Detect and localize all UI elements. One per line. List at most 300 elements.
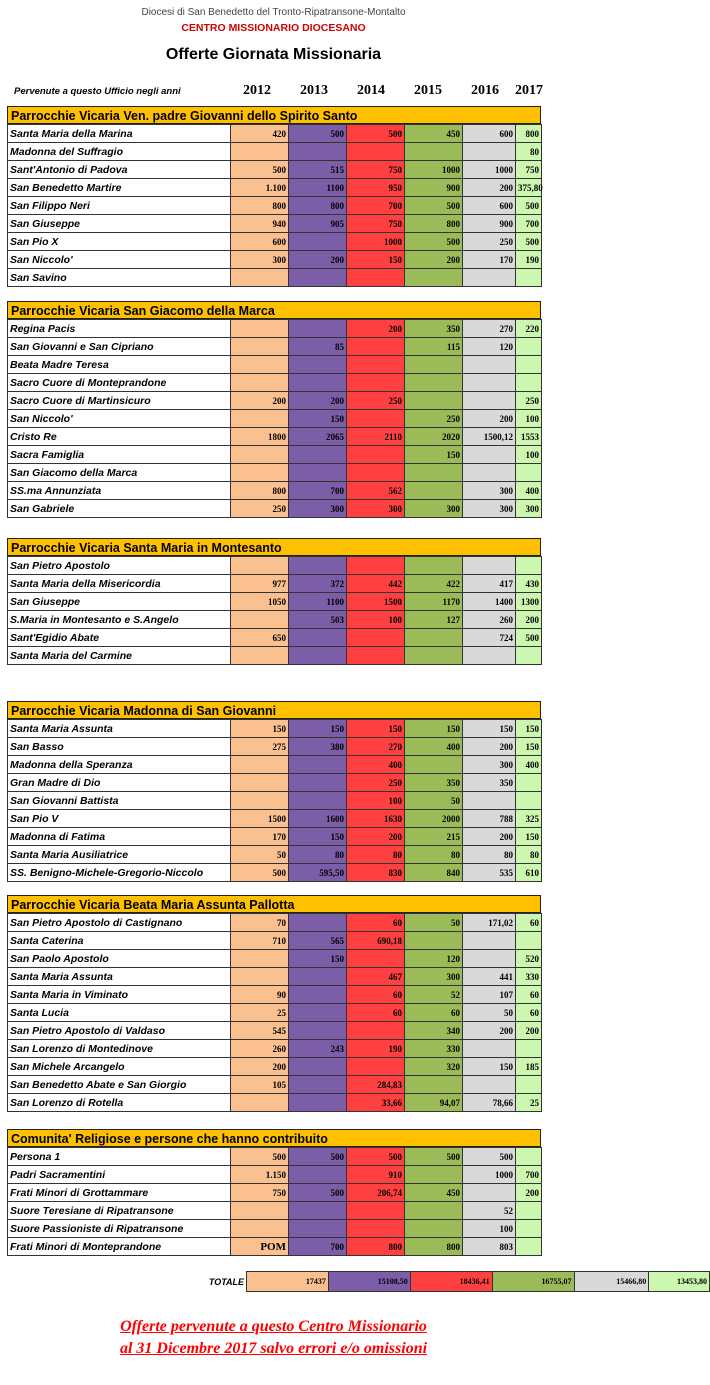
value-2012: 977 [231, 575, 289, 593]
value-2013 [289, 1220, 347, 1238]
table-row [8, 1076, 542, 1094]
value-2017 [516, 1202, 542, 1220]
value-2013: 503 [289, 611, 347, 629]
table-row [8, 864, 542, 882]
value-2015 [405, 143, 463, 161]
value-2017: 80 [516, 846, 542, 864]
table-row [8, 320, 542, 338]
value-2014 [347, 446, 405, 464]
value-2016: 535 [463, 864, 516, 882]
parish-name: San Savino [8, 269, 231, 287]
value-2016: 80 [463, 846, 516, 864]
value-2015 [405, 932, 463, 950]
value-2017: 150 [516, 720, 542, 738]
value-2017 [516, 647, 542, 665]
value-2014 [347, 143, 405, 161]
value-2012: 800 [231, 482, 289, 500]
parish-name: San Giovanni e San Cipriano [8, 338, 231, 356]
value-2016: 200 [463, 738, 516, 756]
value-2014: 950 [347, 179, 405, 197]
table-row [8, 968, 542, 986]
value-2012: 25 [231, 1004, 289, 1022]
parish-name: San Giovanni Battista [8, 792, 231, 810]
parish-name: Sant'Antonio di Padova [8, 161, 231, 179]
value-2013 [289, 233, 347, 251]
value-2014: 33,66 [347, 1094, 405, 1112]
value-2012: 250 [231, 500, 289, 518]
value-2015: 2020 [405, 428, 463, 446]
table-row [8, 1094, 542, 1112]
table-row [8, 356, 542, 374]
value-2017 [516, 932, 542, 950]
value-2014: 690,18 [347, 932, 405, 950]
section-table [7, 319, 542, 518]
value-2017: 100 [516, 410, 542, 428]
value-2017: 190 [516, 251, 542, 269]
section-table [7, 913, 542, 1112]
value-2013 [289, 1094, 347, 1112]
value-2012: 650 [231, 629, 289, 647]
value-2012 [231, 968, 289, 986]
totals-row [176, 1271, 710, 1292]
value-2016 [463, 374, 516, 392]
value-2014: 750 [347, 215, 405, 233]
value-2015 [405, 374, 463, 392]
value-2016: 900 [463, 215, 516, 233]
parish-name: San Lorenzo di Montedinove [8, 1040, 231, 1058]
value-2016 [463, 792, 516, 810]
value-2014 [347, 557, 405, 575]
value-2017: 150 [516, 738, 542, 756]
section-4 [7, 895, 541, 1112]
value-2014 [347, 647, 405, 665]
value-2015: 800 [405, 215, 463, 233]
value-2016: 170 [463, 251, 516, 269]
value-2013: 200 [289, 392, 347, 410]
total-2012: 17437 [247, 1272, 329, 1292]
value-2016: 300 [463, 756, 516, 774]
parish-name: San Paolo Apostolo [8, 950, 231, 968]
value-2015: 500 [405, 1148, 463, 1166]
parish-name: Gran Madre di Dio [8, 774, 231, 792]
value-2017: 400 [516, 482, 542, 500]
value-2012 [231, 338, 289, 356]
value-2014 [347, 629, 405, 647]
value-2017: 750 [516, 161, 542, 179]
parish-name: Frati Minori di Monteprandone [8, 1238, 231, 1256]
parish-name: Madonna del Suffragio [8, 143, 231, 161]
value-2012 [231, 756, 289, 774]
value-2014: 284,83 [347, 1076, 405, 1094]
value-2014: 1500 [347, 593, 405, 611]
value-2015: 350 [405, 774, 463, 792]
value-2017 [516, 1220, 542, 1238]
table-row [8, 575, 542, 593]
value-2017 [516, 269, 542, 287]
value-2012: 940 [231, 215, 289, 233]
section-table [7, 1147, 542, 1256]
section-3 [7, 701, 541, 882]
value-2016 [463, 392, 516, 410]
value-2017: 400 [516, 756, 542, 774]
value-2013 [289, 320, 347, 338]
value-2016: 120 [463, 338, 516, 356]
value-2017 [516, 1040, 542, 1058]
value-2015 [405, 356, 463, 374]
value-2012 [231, 143, 289, 161]
value-2013: 1100 [289, 179, 347, 197]
value-2013: 700 [289, 482, 347, 500]
parish-name: Santa Maria della Marina [8, 125, 231, 143]
value-2013: 500 [289, 1148, 347, 1166]
value-2013: 595,50 [289, 864, 347, 882]
value-2013: 300 [289, 500, 347, 518]
table-row [8, 446, 542, 464]
parish-name: Suore Passioniste di Ripatransone [8, 1220, 231, 1238]
value-2013: 905 [289, 215, 347, 233]
value-2013: 150 [289, 828, 347, 846]
value-2016 [463, 557, 516, 575]
parish-name: San Pietro Apostolo di Valdaso [8, 1022, 231, 1040]
table-row [8, 774, 542, 792]
value-2017: 500 [516, 233, 542, 251]
value-2012: 750 [231, 1184, 289, 1202]
value-2015: 150 [405, 446, 463, 464]
value-2012: 300 [231, 251, 289, 269]
value-2013 [289, 269, 347, 287]
value-2015 [405, 392, 463, 410]
value-2014: 60 [347, 1004, 405, 1022]
value-2014 [347, 356, 405, 374]
value-2017: 200 [516, 611, 542, 629]
table-row [8, 1040, 542, 1058]
value-2015: 1170 [405, 593, 463, 611]
value-2012 [231, 374, 289, 392]
value-2017: 220 [516, 320, 542, 338]
value-2016: 260 [463, 611, 516, 629]
table-row [8, 1022, 542, 1040]
parish-name: Padri Sacramentini [8, 1166, 231, 1184]
value-2014: 467 [347, 968, 405, 986]
value-2015 [405, 1202, 463, 1220]
value-2012 [231, 557, 289, 575]
value-2014: 300 [347, 500, 405, 518]
value-2015: 330 [405, 1040, 463, 1058]
value-2015: 450 [405, 125, 463, 143]
value-2013: 2065 [289, 428, 347, 446]
value-2013 [289, 629, 347, 647]
value-2013 [289, 356, 347, 374]
value-2012: 90 [231, 986, 289, 1004]
parish-name: Madonna della Speranza [8, 756, 231, 774]
section-table [7, 719, 542, 882]
value-2014: 100 [347, 611, 405, 629]
value-2015 [405, 482, 463, 500]
value-2016: 250 [463, 233, 516, 251]
value-2016: 200 [463, 1022, 516, 1040]
totals-label: TOTALE [208, 1276, 245, 1287]
value-2014: 700 [347, 197, 405, 215]
parish-name: Cristo Re [8, 428, 231, 446]
value-2016: 300 [463, 500, 516, 518]
value-2012 [231, 356, 289, 374]
value-2016: 52 [463, 1202, 516, 1220]
value-2014: 200 [347, 320, 405, 338]
parish-name: San Niccolo' [8, 410, 231, 428]
value-2012: 1.150 [231, 1166, 289, 1184]
table-row [8, 611, 542, 629]
value-2013 [289, 557, 347, 575]
value-2012: 545 [231, 1022, 289, 1040]
value-2015: 450 [405, 1184, 463, 1202]
value-2017: 80 [516, 143, 542, 161]
value-2014: 150 [347, 251, 405, 269]
value-2012: 1050 [231, 593, 289, 611]
parish-name: San Pietro Apostolo di Castignano [8, 914, 231, 932]
table-row [8, 251, 542, 269]
value-2013 [289, 647, 347, 665]
value-2016: 600 [463, 125, 516, 143]
value-2013: 150 [289, 410, 347, 428]
value-2016: 1400 [463, 593, 516, 611]
table-row [8, 500, 542, 518]
table-row [8, 428, 542, 446]
value-2017: 100 [516, 446, 542, 464]
table-row [8, 233, 542, 251]
value-2013 [289, 374, 347, 392]
value-2015 [405, 1076, 463, 1094]
value-2015 [405, 269, 463, 287]
parish-name: Beata Madre Teresa [8, 356, 231, 374]
table-row [8, 197, 542, 215]
value-2013: 1600 [289, 810, 347, 828]
value-2014 [347, 950, 405, 968]
value-2017: 200 [516, 1022, 542, 1040]
value-2012: 600 [231, 233, 289, 251]
parish-name: San Giuseppe [8, 593, 231, 611]
value-2016: 50 [463, 1004, 516, 1022]
year-2015: 2015 [414, 83, 442, 98]
value-2016: 417 [463, 575, 516, 593]
value-2017: 300 [516, 500, 542, 518]
note-line-2: al 31 Dicembre 2017 salvo errori e/o omissioni [119, 1340, 428, 1357]
section-table [7, 556, 542, 665]
value-2016: 788 [463, 810, 516, 828]
section-5 [7, 1129, 541, 1256]
value-2014: 2110 [347, 428, 405, 446]
value-2016: 270 [463, 320, 516, 338]
value-2017: 200 [516, 1184, 542, 1202]
value-2017: 150 [516, 828, 542, 846]
value-2015: 52 [405, 986, 463, 1004]
section-2 [7, 538, 541, 665]
value-2014: 80 [347, 846, 405, 864]
table-row [8, 125, 542, 143]
value-2012: 500 [231, 864, 289, 882]
value-2014: 100 [347, 792, 405, 810]
value-2013 [289, 1166, 347, 1184]
table-row [8, 932, 542, 950]
value-2012 [231, 269, 289, 287]
value-2017: 430 [516, 575, 542, 593]
value-2016: 600 [463, 197, 516, 215]
section-table [7, 124, 542, 287]
value-2017: 500 [516, 629, 542, 647]
value-2014: 442 [347, 575, 405, 593]
year-2017: 2017 [515, 83, 543, 98]
value-2012: 710 [231, 932, 289, 950]
parish-name: Santa Maria del Carmine [8, 647, 231, 665]
value-2015: 2000 [405, 810, 463, 828]
value-2013 [289, 914, 347, 932]
value-2015: 500 [405, 233, 463, 251]
value-2017: 325 [516, 810, 542, 828]
table-row [8, 986, 542, 1004]
value-2012: POM [231, 1238, 289, 1256]
value-2015: 840 [405, 864, 463, 882]
value-2013 [289, 986, 347, 1004]
value-2015 [405, 1220, 463, 1238]
section-title: Parrocchie Vicaria San Giacomo della Marca [7, 301, 541, 319]
value-2017 [516, 374, 542, 392]
value-2017 [516, 1238, 542, 1256]
table-row [8, 1220, 542, 1238]
value-2017: 800 [516, 125, 542, 143]
section-title: Parrocchie Vicaria Madonna di San Giovanni [7, 701, 541, 719]
parish-name: Sant'Egidio Abate [8, 629, 231, 647]
section-1 [7, 301, 541, 518]
value-2015 [405, 557, 463, 575]
value-2014 [347, 1022, 405, 1040]
value-2015 [405, 756, 463, 774]
value-2016: 78,66 [463, 1094, 516, 1112]
value-2015: 115 [405, 338, 463, 356]
value-2014 [347, 410, 405, 428]
value-2017: 520 [516, 950, 542, 968]
value-2017: 25 [516, 1094, 542, 1112]
table-row [8, 1148, 542, 1166]
value-2014: 200 [347, 828, 405, 846]
value-2012 [231, 1220, 289, 1238]
value-2015: 50 [405, 792, 463, 810]
value-2012: 170 [231, 828, 289, 846]
table-row [8, 179, 542, 197]
value-2012: 800 [231, 197, 289, 215]
value-2014: 206,74 [347, 1184, 405, 1202]
year-2016: 2016 [471, 83, 499, 98]
value-2013: 80 [289, 846, 347, 864]
section-title: Parrocchie Vicaria Beata Maria Assunta Pallotta [7, 895, 541, 913]
value-2016 [463, 647, 516, 665]
value-2015: 1000 [405, 161, 463, 179]
section-title: Parrocchie Vicaria Ven. padre Giovanni dello Spirito Santo [7, 106, 541, 124]
value-2014: 1000 [347, 233, 405, 251]
value-2017: 500 [516, 197, 542, 215]
value-2014: 60 [347, 986, 405, 1004]
value-2012 [231, 774, 289, 792]
value-2014 [347, 1202, 405, 1220]
value-2013 [289, 792, 347, 810]
value-2017: 60 [516, 1004, 542, 1022]
value-2017: 250 [516, 392, 542, 410]
value-2015: 350 [405, 320, 463, 338]
value-2016 [463, 1076, 516, 1094]
value-2016: 1000 [463, 1166, 516, 1184]
value-2013: 200 [289, 251, 347, 269]
value-2017 [516, 338, 542, 356]
table-row [8, 1166, 542, 1184]
value-2017 [516, 792, 542, 810]
table-row [8, 374, 542, 392]
parish-name: Santa Maria della Misericordia [8, 575, 231, 593]
value-2013 [289, 756, 347, 774]
value-2013 [289, 1004, 347, 1022]
table-row [8, 1202, 542, 1220]
value-2016: 500 [463, 1148, 516, 1166]
value-2015: 300 [405, 968, 463, 986]
value-2013 [289, 774, 347, 792]
value-2016: 100 [463, 1220, 516, 1238]
value-2016: 150 [463, 1058, 516, 1076]
value-2015: 200 [405, 251, 463, 269]
total-2014: 18436,41 [410, 1272, 492, 1292]
value-2015 [405, 1166, 463, 1184]
value-2017: 375,80 [516, 179, 542, 197]
table-row [8, 756, 542, 774]
value-2016: 300 [463, 482, 516, 500]
value-2014: 800 [347, 1238, 405, 1256]
value-2016: 724 [463, 629, 516, 647]
value-2016 [463, 446, 516, 464]
value-2015: 422 [405, 575, 463, 593]
parish-name: San Pietro Apostolo [8, 557, 231, 575]
total-2013: 15108,50 [328, 1272, 410, 1292]
parish-name: Santa Maria Assunta [8, 968, 231, 986]
value-2015: 800 [405, 1238, 463, 1256]
value-2016: 803 [463, 1238, 516, 1256]
parish-name: San Basso [8, 738, 231, 756]
parish-name: Santa Caterina [8, 932, 231, 950]
table-row [8, 629, 542, 647]
value-2016: 171,02 [463, 914, 516, 932]
value-2016: 441 [463, 968, 516, 986]
value-2017 [516, 557, 542, 575]
table-row [8, 410, 542, 428]
value-2012 [231, 647, 289, 665]
value-2015 [405, 464, 463, 482]
table-row [8, 482, 542, 500]
value-2012: 150 [231, 720, 289, 738]
years-label: Pervenute a questo Ufficio negli anni [14, 86, 181, 97]
parish-name: Madonna di Fatima [8, 828, 231, 846]
table-row [8, 338, 542, 356]
total-2015: 16755,07 [492, 1272, 574, 1292]
value-2017: 1300 [516, 593, 542, 611]
value-2014: 500 [347, 1148, 405, 1166]
value-2013: 150 [289, 720, 347, 738]
value-2013: 85 [289, 338, 347, 356]
value-2012: 50 [231, 846, 289, 864]
parish-name: San Gabriele [8, 500, 231, 518]
parish-name: San Benedetto Abate e San Giorgio [8, 1076, 231, 1094]
value-2015 [405, 629, 463, 647]
table-row [8, 720, 542, 738]
value-2012: 500 [231, 1148, 289, 1166]
value-2013: 372 [289, 575, 347, 593]
value-2012: 70 [231, 914, 289, 932]
value-2012 [231, 950, 289, 968]
table-row [8, 647, 542, 665]
